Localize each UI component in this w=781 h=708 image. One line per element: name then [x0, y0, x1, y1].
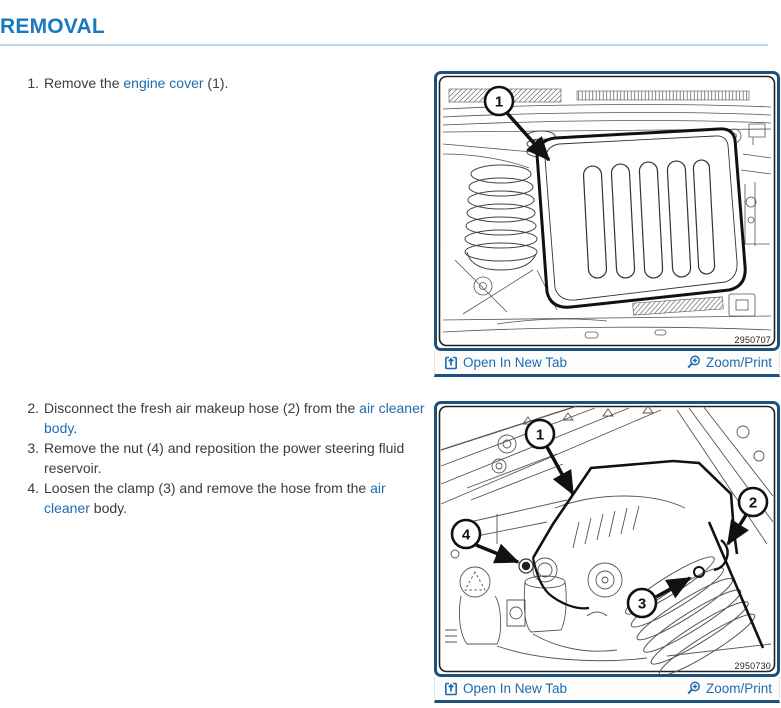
open-in-new-tab-link[interactable]	[444, 681, 567, 696]
callout-3-number: 3	[637, 595, 647, 613]
step-text	[44, 478, 434, 518]
zoom-print-link[interactable]	[686, 355, 772, 370]
open-in-new-tab-icon	[444, 682, 458, 696]
open-in-new-tab-link[interactable]	[444, 355, 567, 370]
steps-group-1	[22, 73, 428, 93]
figure-widget-air-cleaner	[434, 401, 780, 703]
step-text-segment: Remove the	[44, 75, 124, 91]
callout-2-number: 2	[748, 494, 758, 512]
air-cleaner-body-link[interactable]: air cleaner body	[44, 400, 425, 436]
figure-toolbar	[434, 677, 780, 703]
engine-cover-link[interactable]: engine cover	[123, 75, 204, 91]
open-in-new-tab-label: Open In New Tab	[463, 355, 568, 370]
figure-image-id: 2950707	[734, 335, 771, 345]
step-item-3	[22, 438, 434, 478]
step-text-segment: Loosen the clamp (3) and remove the hose from the	[44, 480, 371, 496]
zoom-print-label: Zoom/Print	[705, 355, 772, 370]
step-text-segment: Remove the nut (4) and reposition the power steering fluid reservoir.	[44, 440, 405, 476]
step-text-segment: (1).	[203, 75, 229, 91]
figure-toolbar	[434, 351, 780, 377]
step-text	[44, 73, 428, 93]
callout-1-number: 1	[535, 426, 545, 444]
callout-4-number: 4	[461, 526, 471, 544]
figure-image-id: 2950730	[734, 661, 771, 671]
zoom-print-link[interactable]	[686, 681, 772, 696]
step-number: 3.	[27, 440, 39, 456]
zoom-print-label: Zoom/Print	[705, 681, 772, 696]
step-text-segment: body.	[89, 500, 128, 516]
air-cleaner-link[interactable]: air cleaner	[44, 480, 386, 516]
figure-image-frame	[434, 401, 780, 677]
engine-bay-diagram-air-cleaner	[437, 404, 777, 674]
step-text	[44, 438, 434, 478]
step-item-4	[22, 478, 434, 518]
page-title: REMOVAL	[0, 15, 105, 38]
step-number: 1.	[27, 75, 39, 91]
step-item-2	[22, 398, 434, 438]
engine-bay-diagram-engine-cover	[437, 74, 777, 348]
open-in-new-tab-icon	[444, 356, 458, 370]
zoom-print-icon	[686, 681, 701, 696]
figure-image-frame	[434, 71, 780, 351]
step-text	[44, 398, 434, 438]
step-text-segment: Disconnect the fresh air makeup hose (2) from the	[44, 400, 360, 416]
step-number: 4.	[27, 480, 39, 496]
open-in-new-tab-label: Open In New Tab	[463, 681, 568, 696]
zoom-print-icon	[686, 355, 701, 370]
step-item-1	[22, 73, 428, 93]
step-text-segment: .	[73, 420, 78, 436]
heading-divider	[0, 44, 768, 46]
engine-cover-outline	[537, 129, 745, 307]
step-number: 2.	[27, 400, 39, 416]
figure-widget-engine-cover	[434, 71, 780, 377]
callout-1-number: 1	[494, 93, 504, 111]
steps-group-2	[22, 398, 434, 518]
